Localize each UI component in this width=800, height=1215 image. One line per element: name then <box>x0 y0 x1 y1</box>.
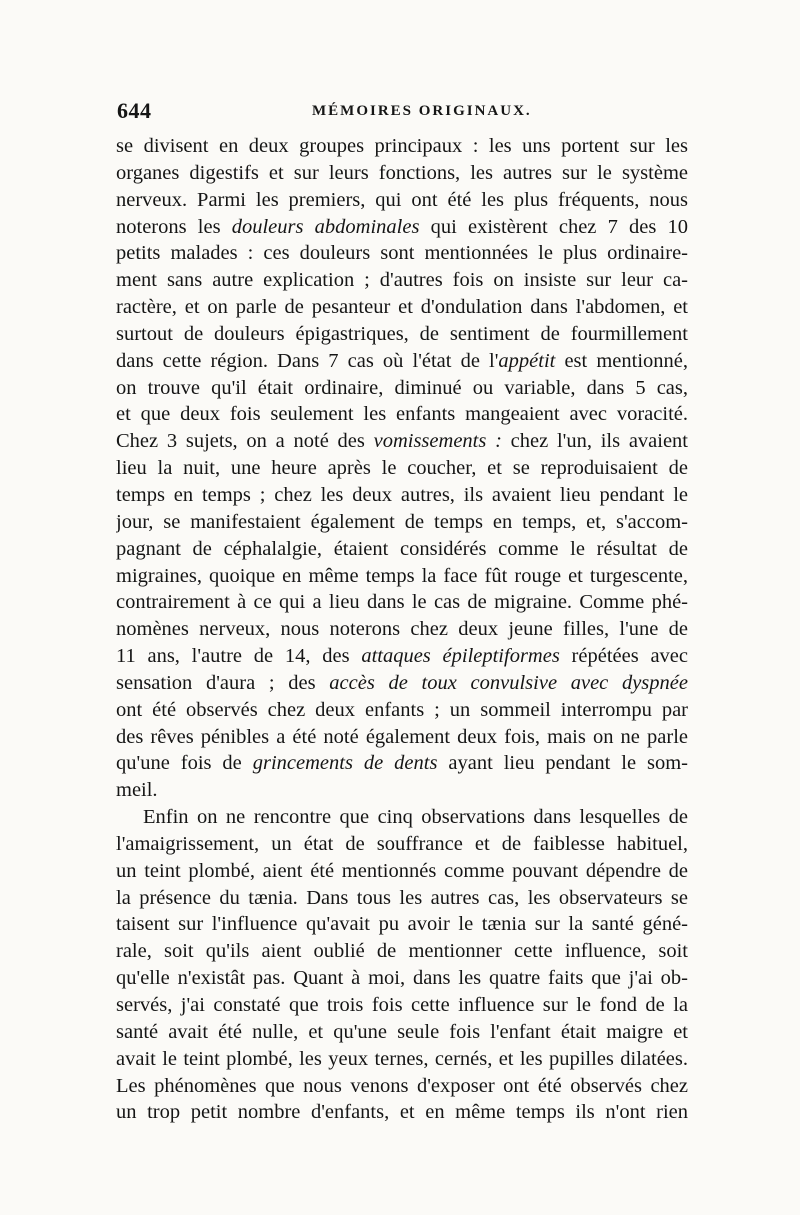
text-run: Chez 3 sujets, on a noté des <box>116 430 374 453</box>
text-line <box>116 1073 688 1100</box>
text-run: organes digestifs et sur leurs fonctions, les autres sur le système <box>116 161 688 184</box>
text-line <box>116 777 688 804</box>
paragraph-2 <box>116 804 688 1126</box>
text-run: ont été observés chez deux enfants ; un sommeil interrompu par <box>116 698 688 721</box>
text-run: la présence du tænia. Dans tous les autres cas, les observateurs se <box>116 886 688 909</box>
text-line <box>116 214 688 241</box>
text-run: un teint plombé, aient été mentionnés comme pouvant dépendre de <box>116 859 688 882</box>
text-line <box>116 589 688 616</box>
text-line <box>116 401 688 428</box>
running-title: MÉMOIRES ORIGINAUX. <box>312 103 532 119</box>
text-run: nerveux. Parmi les premiers, qui ont été les plus fréquents, nous <box>116 188 688 211</box>
text-line <box>116 536 688 563</box>
text-run: Les phénomènes que nous venons d'exposer ont été observés chez <box>116 1074 688 1097</box>
text-run: un trop petit nombre d'enfants, et en même temps ils n'ont rien <box>116 1101 688 1124</box>
text-run: et que deux fois seulement les enfants mangeaient avec voracité. <box>116 403 688 426</box>
text-run: lieu la nuit, une heure après le coucher, et se reproduisaient de <box>116 457 688 480</box>
text-run: ment sans autre explication ; d'autres fois on insiste sur leur ca- <box>116 269 688 292</box>
text-line <box>116 697 688 724</box>
text-run: migraines, quoique en même temps la face fût rouge et turgescente, <box>116 564 688 587</box>
text-run: est mentionné, <box>555 349 688 372</box>
page-number: 644 <box>117 98 152 123</box>
text-run: temps en temps ; chez les deux autres, ils avaient lieu pendant le <box>116 483 688 506</box>
text-run: petits malades : ces douleurs sont mentionnées le plus ordinaire- <box>116 242 688 265</box>
text-line <box>116 831 688 858</box>
text-line <box>116 348 688 375</box>
text-run: rale, soit qu'ils aient oublié de mentionner cette influence, soit <box>116 940 688 963</box>
text-run: qui existèrent chez 7 des 10 <box>419 215 688 238</box>
text-run: se divisent en deux groupes principaux : les uns portent sur les <box>116 135 688 157</box>
text-line <box>116 1019 688 1046</box>
text-line <box>116 187 688 214</box>
text-line <box>116 804 688 831</box>
text-run: taisent sur l'influence qu'avait pu avoir le tænia sur la santé géné- <box>116 913 688 936</box>
text-run: jour, se manifestaient également de temps en temps, et, s'accom- <box>116 510 688 533</box>
text-line <box>116 375 688 402</box>
text-run: 11 ans, l'autre de 14, des <box>116 645 362 668</box>
italic-term: grincements de dents <box>252 752 438 775</box>
text-line <box>116 992 688 1019</box>
italic-term: appétit <box>498 349 556 372</box>
text-run: Enfin on ne rencontre que cinq observations dans lesquelles de <box>143 806 688 829</box>
text-run: sensation d'aura ; des <box>116 671 330 694</box>
text-line <box>116 563 688 590</box>
text-line <box>116 482 688 509</box>
text-run: répétées avec <box>559 645 688 668</box>
text-line <box>116 455 688 482</box>
text-run: l'amaigrissement, un état de souffrance et de faiblesse habituel, <box>116 832 688 855</box>
text-run: avait le teint plombé, les yeux ternes, cernés, et les pupilles dilatées. <box>116 1047 688 1070</box>
text-run: contrairement à ce qui a lieu dans le cas de migraine. Comme phé- <box>116 591 688 614</box>
text-run: chez l'un, ils avaient <box>501 430 688 453</box>
text-line <box>116 1099 688 1126</box>
italic-term: douleurs abdominales <box>231 215 420 238</box>
italic-term: vomissements : <box>373 430 502 453</box>
text-line <box>116 885 688 912</box>
text-run: ractère, et on parle de pesanteur et d'ondulation dans l'abdomen, et <box>116 296 688 319</box>
text-line <box>116 428 688 455</box>
text-run: ayant lieu pendant le som- <box>437 752 688 775</box>
text-line <box>116 1046 688 1073</box>
text-line <box>116 160 688 187</box>
text-run: pagnant de céphalalgie, étaient considérés comme le résultat de <box>116 537 688 560</box>
text-line <box>116 911 688 938</box>
text-line <box>116 240 688 267</box>
page-header <box>117 98 687 128</box>
text-run: meil. <box>116 779 158 802</box>
italic-term: accès de toux convulsive avec dyspnée <box>329 671 688 694</box>
body-text <box>116 133 688 1126</box>
text-line <box>116 938 688 965</box>
text-line <box>116 643 688 670</box>
text-line <box>116 670 688 697</box>
text-line <box>116 133 688 160</box>
text-run: qu'elle n'existât pas. Quant à moi, dans les quatre faits que j'ai ob- <box>116 967 688 990</box>
text-run: on trouve qu'il était ordinaire, diminué ou variable, dans 5 cas, <box>116 376 688 399</box>
text-run: dans cette région. Dans 7 cas où l'état de l' <box>116 349 499 372</box>
text-line <box>116 267 688 294</box>
text-run: servés, j'ai constaté que trois fois cette influence sur le fond de la <box>116 994 688 1016</box>
text-run: santé avait été nulle, et qu'une seule fois l'enfant était maigre et <box>116 1020 688 1043</box>
text-run: noterons les <box>116 215 232 238</box>
text-run: des rêves pénibles a été noté également deux fois, mais on ne parle <box>116 725 688 748</box>
text-line <box>116 965 688 992</box>
text-line <box>116 858 688 885</box>
text-line <box>116 750 688 777</box>
text-run: nomènes nerveux, nous noterons chez deux jeune filles, l'une de <box>116 618 688 641</box>
paragraph-1 <box>116 133 688 804</box>
text-line <box>116 616 688 643</box>
text-run: qu'une fois de <box>116 752 253 775</box>
text-line <box>116 294 688 321</box>
text-run: surtout de douleurs épigastriques, de sentiment de fourmillement <box>116 322 688 345</box>
text-line <box>116 321 688 348</box>
text-line <box>116 509 688 536</box>
italic-term: attaques épileptiformes <box>361 645 560 668</box>
text-line <box>116 724 688 751</box>
